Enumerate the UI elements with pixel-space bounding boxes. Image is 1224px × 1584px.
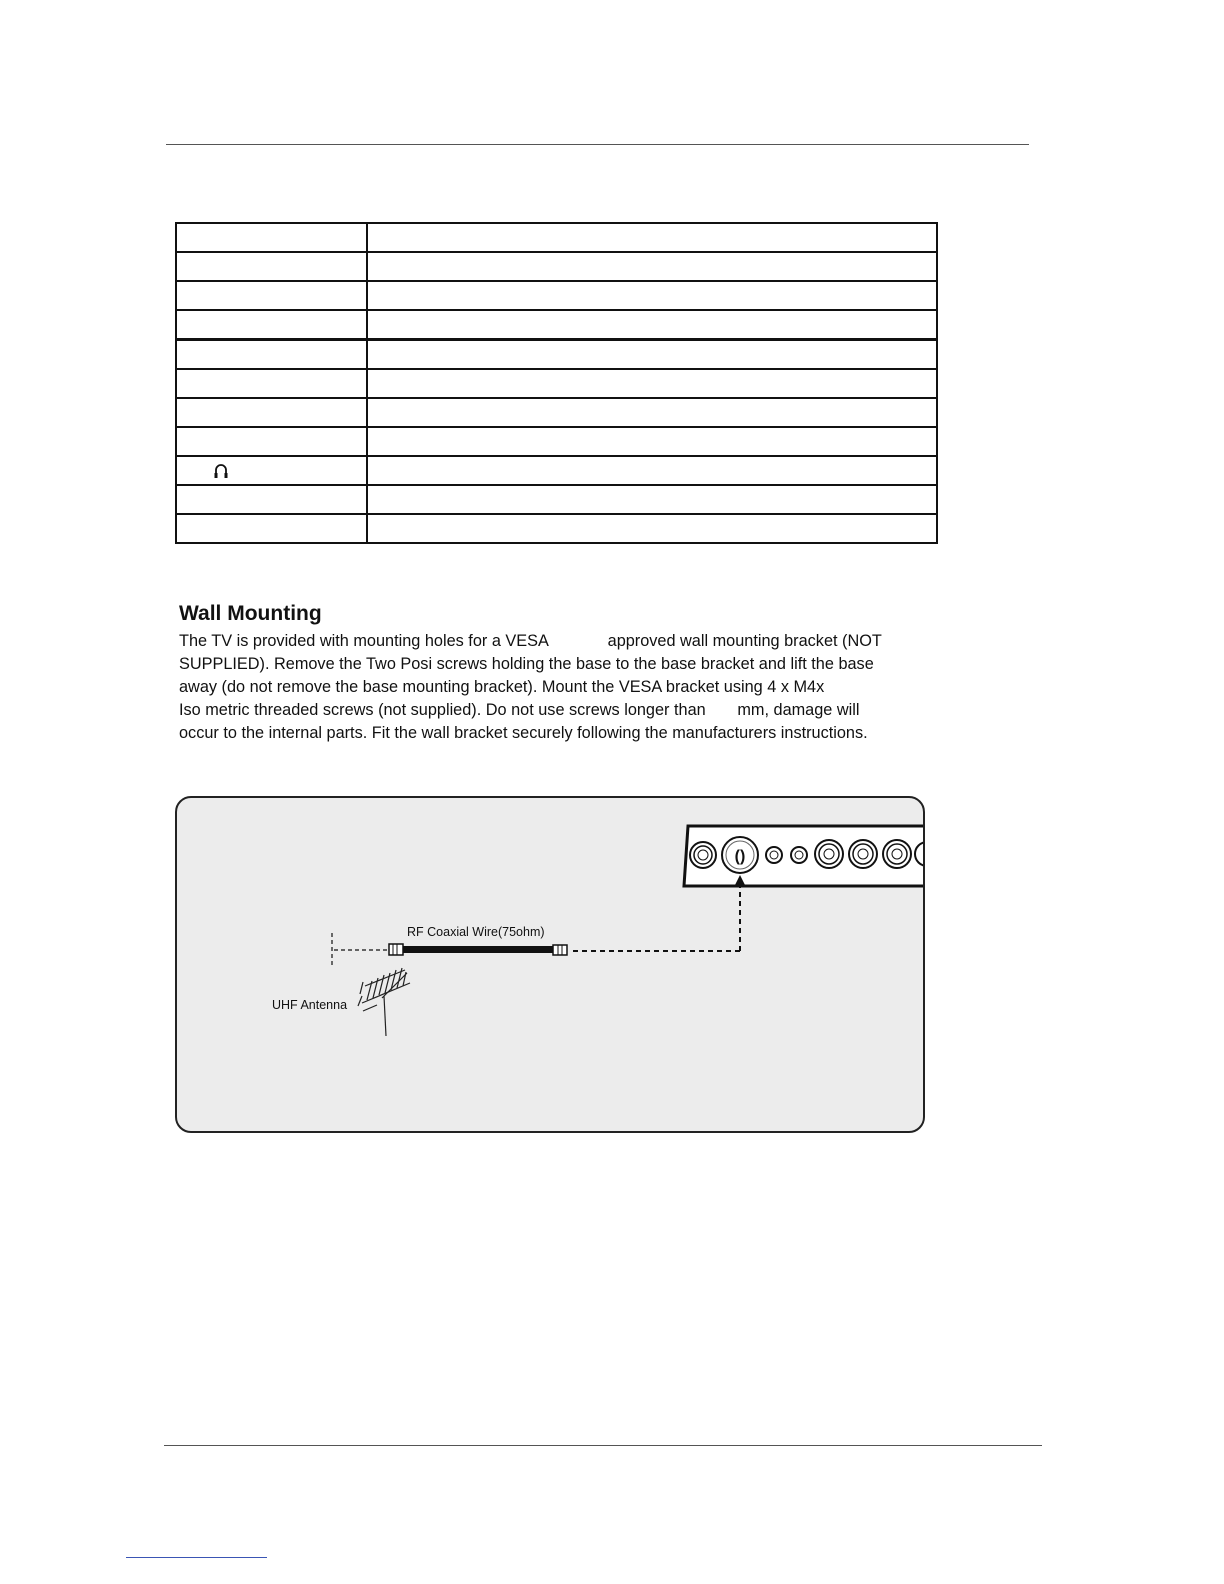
- spec-value-cell: [367, 281, 937, 310]
- wall-mounting-line: Iso metric threaded screws (not supplied). Do not use screws longer than mm, damage will: [179, 701, 860, 719]
- spec-value-cell: [367, 427, 937, 456]
- wall-socket-line: [332, 933, 387, 968]
- headphone-icon: [213, 462, 229, 480]
- spec-value-cell: [367, 485, 937, 514]
- spec-table-row: [176, 369, 937, 398]
- spec-value-cell: [367, 252, 937, 281]
- wall-mounting-line: SUPPLIED). Remove the Two Posi screws holding the base to the base bracket and lift the base: [179, 655, 874, 673]
- spec-value-cell: [367, 223, 937, 252]
- spec-label-cell: [176, 281, 367, 310]
- antenna-connection-diagram: [175, 796, 925, 1133]
- spec-label-cell: [176, 223, 367, 252]
- spec-label-cell: [176, 369, 367, 398]
- spec-label-cell: [176, 485, 367, 514]
- spec-value-cell: [367, 456, 937, 485]
- spec-label-cell: [176, 340, 367, 370]
- antenna-label: UHF Antenna: [272, 998, 348, 1012]
- spec-value-cell: [367, 398, 937, 427]
- spec-table-row: [176, 427, 937, 456]
- footer-rule: [164, 1445, 1042, 1446]
- spec-table-row: [176, 456, 937, 485]
- wall-mounting-line: away (do not remove the base mounting bracket). Mount the VESA bracket using 4 x M4x: [179, 678, 825, 696]
- header-rule: [166, 144, 1029, 145]
- wall-mounting-text: [179, 630, 939, 745]
- spec-value-cell: [367, 514, 937, 543]
- wall-mounting-title: Wall Mounting: [179, 602, 322, 625]
- rf-coaxial-cable: [389, 944, 567, 955]
- spec-label-cell: [176, 456, 367, 485]
- spec-label-cell: [176, 514, 367, 543]
- spec-label-cell: [176, 398, 367, 427]
- spec-table-row: [176, 340, 937, 370]
- spec-value-cell: [367, 340, 937, 370]
- spec-label-cell: [176, 252, 367, 281]
- cable-label: RF Coaxial Wire(75ohm): [407, 925, 545, 939]
- uhf-antenna-icon: [358, 968, 410, 1036]
- spec-label-cell: [176, 427, 367, 456]
- wall-mounting-line: occur to the internal parts. Fit the wall bracket securely following the manufacturers instructions.: [179, 724, 868, 742]
- spec-value-cell: [367, 310, 937, 340]
- diagram-drawing: [177, 798, 923, 1131]
- spec-table-row: [176, 281, 937, 310]
- spec-table-row: [176, 398, 937, 427]
- spec-table-row: [176, 485, 937, 514]
- wall-mounting-line: The TV is provided with mounting holes for a VESA approved wall mounting bracket (NOT: [179, 632, 882, 650]
- spec-value-cell: [367, 369, 937, 398]
- spec-table-row: [176, 223, 937, 252]
- spec-table-row: [176, 514, 937, 543]
- connection-path: [573, 884, 740, 951]
- spec-table: [175, 222, 938, 544]
- rf-input-symbol: (): [734, 848, 746, 865]
- tv-connector-panel: [684, 826, 923, 886]
- footer-link-underline: [126, 1557, 267, 1558]
- spec-label-cell: [176, 310, 367, 340]
- spec-table-row: [176, 252, 937, 281]
- spec-table-row: [176, 310, 937, 340]
